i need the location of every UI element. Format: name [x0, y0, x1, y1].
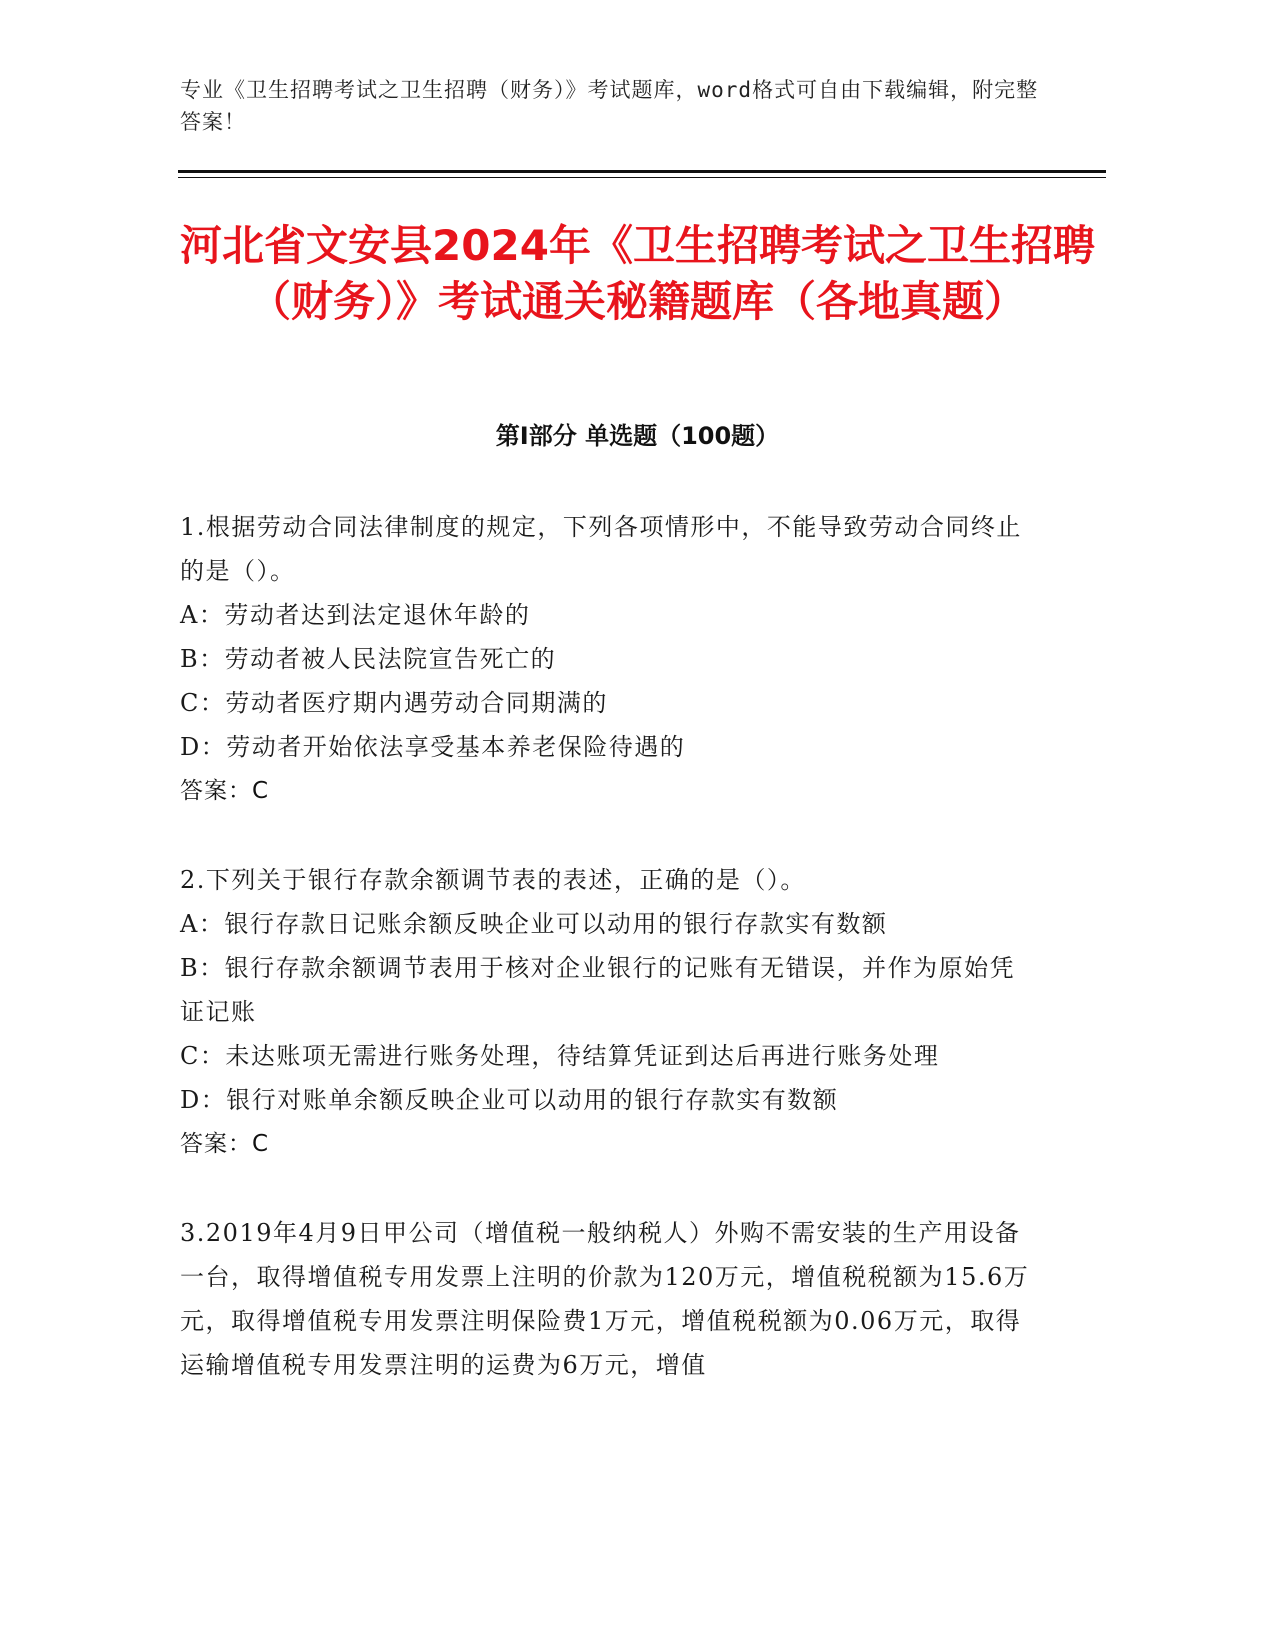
- question-stem: 1.根据劳动合同法律制度的规定，下列各项情形中，不能导致劳动合同终止的是（）。: [180, 513, 1022, 585]
- question-3: [180, 1211, 1030, 1387]
- option-b: B：劳动者被人民法院宣告死亡的: [180, 645, 557, 673]
- option-c: C：劳动者医疗期内遇劳动合同期满的: [180, 689, 608, 717]
- section-title: 第I部分 单选题（100题）: [495, 422, 780, 450]
- option-a: A：银行存款日记账余额反映企业可以动用的银行存款实有数额: [180, 910, 888, 938]
- question-stem: 2.下列关于银行存款余额调节表的表述，正确的是（）。: [180, 866, 806, 894]
- question-2: [180, 858, 1030, 1166]
- header-note: 专业《卫生招聘考试之卫生招聘（财务）》考试题库，word格式可自由下载编辑，附完整答案！: [180, 78, 1039, 134]
- question-stem: 3.2019年4月9日甲公司（增值税一般纳税人）外购不需安装的生产用设备一台，取得增值税专用发票上注明的价款为120万元，增值税税额为15.6万元，取得增值税专用发票注明保险费1万元，增值税税额为0.06万元，取得运输增值税专用发票注明的运费为6万元，增值: [180, 1219, 1030, 1379]
- document-title: 河北省文安县2024年《卫生招聘考试之卫生招聘（财务）》考试通关秘籍题库（各地真题）: [180, 221, 1095, 326]
- question-list: [180, 505, 1030, 1432]
- question-1: [180, 505, 1030, 813]
- answer-line: 答案：C: [180, 778, 270, 804]
- header-divider-thin: [178, 177, 1106, 178]
- option-b: B：银行存款余额调节表用于核对企业银行的记账有无错误，并作为原始凭证记账: [180, 954, 1016, 1026]
- option-a: A：劳动者达到法定退休年龄的: [180, 601, 531, 629]
- option-d: D：银行对账单余额反映企业可以动用的银行存款实有数额: [180, 1086, 839, 1114]
- option-d: D：劳动者开始依法享受基本养老保险待遇的: [180, 733, 686, 761]
- answer-line: 答案：C: [180, 1131, 270, 1157]
- header-divider-thick: [178, 170, 1106, 173]
- option-c: C：未达账项无需进行账务处理，待结算凭证到达后再进行账务处理: [180, 1042, 940, 1070]
